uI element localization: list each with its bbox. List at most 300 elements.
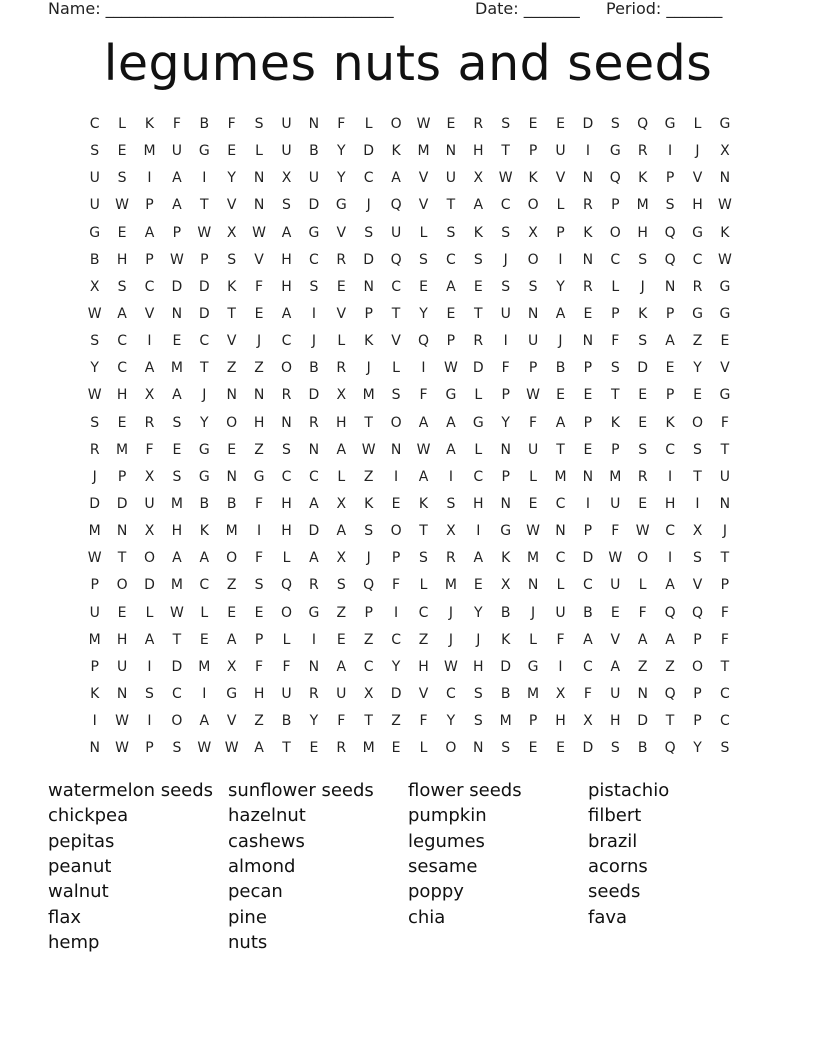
- grid-row: [81, 627, 741, 654]
- grid-letter: N: [390, 441, 402, 458]
- grid-letter: M: [609, 468, 622, 485]
- grid-letter: E: [720, 333, 730, 350]
- grid-letter: Y: [337, 143, 346, 160]
- grid-letter: Q: [691, 604, 703, 621]
- grid-letter: M: [170, 360, 183, 377]
- grid-letter: P: [693, 631, 702, 648]
- grid-letter: Z: [226, 360, 237, 377]
- grid-letter: V: [610, 631, 621, 648]
- grid-letter: M: [527, 685, 540, 702]
- grid-letter: E: [556, 387, 565, 404]
- grid-letter: M: [417, 143, 430, 160]
- grid-letter: Y: [474, 604, 483, 621]
- grid-letter: F: [611, 333, 620, 350]
- grid-letter: C: [500, 197, 511, 214]
- grid-letter: H: [473, 143, 484, 160]
- grid-letter: M: [88, 523, 101, 540]
- grid-letter: G: [500, 523, 512, 540]
- grid-letter: I: [668, 468, 673, 485]
- grid-letter: C: [445, 251, 456, 268]
- grid-letter: J: [503, 251, 508, 268]
- grid-letter: N: [253, 387, 265, 404]
- grid-letter: B: [500, 685, 511, 702]
- grid-letter: A: [172, 550, 182, 567]
- grid-letter: L: [337, 333, 346, 350]
- grid-letter: P: [391, 550, 401, 567]
- grid-letter: N: [637, 685, 648, 702]
- grid-letter: W: [608, 550, 623, 567]
- grid-letter: H: [171, 523, 183, 540]
- grid-letter: S: [254, 577, 264, 594]
- grid-letter: A: [610, 658, 621, 675]
- grid-letter: W: [361, 441, 376, 458]
- word-list-item: sunflower seeds: [228, 780, 374, 801]
- word-list-item: cashews: [228, 830, 305, 852]
- grid-row: [81, 518, 741, 545]
- grid-letter: Z: [226, 577, 237, 594]
- grid-letter: T: [611, 387, 620, 404]
- grid-letter: M: [143, 143, 156, 160]
- grid-letter: S: [501, 278, 511, 295]
- word-list-item: flax: [48, 906, 82, 928]
- grid-letter: S: [665, 197, 675, 214]
- grid-letter: R: [637, 468, 648, 485]
- grid-letter: C: [391, 631, 401, 648]
- grid-letter: C: [171, 685, 182, 702]
- name-field-label: Name: ____________________________________: [48, 0, 394, 18]
- grid-letter: A: [226, 631, 237, 648]
- grid-letter: Y: [227, 170, 236, 187]
- grid-letter: K: [199, 523, 209, 540]
- grid-letter: S: [364, 523, 374, 540]
- grid-letter: E: [227, 604, 237, 621]
- grid-letter: W: [224, 740, 239, 757]
- grid-letter: A: [473, 197, 484, 214]
- grid-letter: D: [582, 550, 594, 567]
- grid-letter: S: [610, 116, 620, 132]
- grid-letter: Z: [254, 360, 264, 377]
- grid-letter: J: [366, 197, 371, 214]
- grid-letter: B: [500, 604, 511, 621]
- grid-letter: N: [363, 278, 374, 295]
- grid-letter: Y: [693, 360, 702, 377]
- grid-letter: K: [720, 224, 730, 241]
- grid-letter: E: [638, 414, 648, 431]
- grid-letter: M: [554, 468, 567, 485]
- grid-letter: J: [531, 604, 536, 621]
- grid-letter: H: [281, 251, 292, 268]
- grid-letter: Z: [692, 333, 703, 350]
- grid-letter: V: [226, 197, 237, 214]
- grid-letter: X: [144, 468, 155, 485]
- grid-letter: A: [281, 224, 292, 241]
- grid-letter: P: [720, 577, 730, 594]
- grid-letter: C: [308, 251, 319, 268]
- word-list-item: fava: [588, 906, 628, 928]
- grid-letter: C: [665, 441, 675, 458]
- grid-letter: V: [226, 713, 237, 730]
- grid-letter: W: [115, 740, 129, 757]
- grid-letter: J: [366, 550, 371, 567]
- grid-letter: Y: [501, 414, 510, 431]
- grid-letter: T: [720, 658, 730, 675]
- grid-letter: L: [611, 278, 620, 295]
- grid-letter: S: [473, 251, 483, 268]
- grid-letter: U: [89, 197, 100, 214]
- grid-letter: F: [720, 414, 729, 431]
- grid-letter: X: [363, 685, 374, 702]
- grid-letter: D: [500, 658, 512, 675]
- grid-letter: A: [446, 414, 456, 431]
- grid-letter: W: [717, 251, 732, 268]
- grid-letter: V: [692, 577, 703, 594]
- grid-letter: O: [280, 360, 292, 377]
- grid-letter: N: [308, 116, 320, 132]
- grid-letter: W: [87, 550, 102, 567]
- grid-letter: B: [555, 360, 566, 377]
- grid-letter: R: [309, 414, 319, 431]
- grid-letter: F: [337, 713, 346, 730]
- grid-letter: H: [281, 278, 292, 295]
- grid-letter: O: [116, 577, 128, 594]
- word-list-item: poppy: [408, 881, 464, 903]
- grid-row: [81, 328, 741, 355]
- grid-letter: X: [144, 387, 155, 404]
- grid-letter: V: [336, 305, 347, 322]
- period-field-label: Period: _______: [606, 0, 723, 18]
- word-list-item: pistachio: [588, 780, 670, 801]
- grid-letter: K: [364, 495, 374, 512]
- grid-letter: K: [501, 550, 511, 567]
- grid-letter: S: [282, 197, 291, 214]
- grid-letter: Y: [693, 740, 702, 757]
- grid-letter: Q: [390, 251, 402, 268]
- grid-letter: G: [609, 143, 621, 160]
- grid-letter: C: [363, 658, 374, 675]
- grid-letter: F: [172, 116, 181, 132]
- grid-letter: O: [390, 523, 402, 540]
- grid-letter: Z: [254, 441, 264, 458]
- grid-letter: C: [719, 685, 730, 702]
- grid-letter: C: [89, 116, 100, 132]
- grid-letter: A: [172, 197, 182, 214]
- grid-letter: A: [555, 414, 566, 431]
- grid-letter: M: [444, 577, 457, 594]
- grid-letter: A: [391, 170, 401, 187]
- grid-letter: R: [473, 116, 484, 132]
- grid-letter: T: [720, 441, 730, 458]
- word-list-item: acorns: [588, 855, 648, 877]
- grid-letter: S: [172, 468, 182, 485]
- grid-letter: T: [446, 197, 456, 214]
- grid-letter: A: [281, 305, 292, 322]
- word-list-item: watermelon seeds: [48, 780, 214, 801]
- grid-letter: B: [583, 604, 593, 621]
- grid-letter: P: [611, 197, 620, 214]
- grid-letter: C: [555, 495, 566, 512]
- grid-letter: C: [555, 550, 566, 567]
- grid-letter: B: [199, 495, 210, 512]
- grid-row: [81, 247, 741, 274]
- grid-letter: U: [445, 170, 456, 187]
- grid-letter: V: [144, 305, 155, 322]
- grid-letter: E: [117, 414, 127, 431]
- grid-letter: S: [391, 387, 401, 404]
- grid-letter: S: [172, 740, 182, 757]
- grid-letter: I: [476, 523, 481, 540]
- grid-letter: N: [445, 143, 457, 160]
- grid-row: [81, 274, 741, 301]
- grid-row: [81, 220, 741, 247]
- grid-letter: P: [583, 523, 593, 540]
- grid-letter: F: [556, 631, 565, 648]
- grid-letter: F: [337, 116, 346, 132]
- grid-letter: X: [446, 523, 456, 540]
- grid-letter: H: [116, 631, 128, 648]
- grid-letter: O: [280, 604, 292, 621]
- grid-letter: F: [255, 278, 264, 295]
- grid-letter: C: [418, 604, 429, 621]
- puzzle-title: legumes nuts and seeds: [103, 35, 713, 92]
- grid-letter: S: [419, 251, 428, 268]
- grid-letter: R: [281, 387, 292, 404]
- grid-letter: E: [336, 631, 346, 648]
- grid-letter: H: [253, 414, 265, 431]
- grid-letter: E: [117, 604, 127, 621]
- grid-letter: I: [147, 713, 152, 730]
- grid-letter: U: [527, 441, 539, 458]
- grid-letter: G: [445, 387, 457, 404]
- grid-letter: U: [500, 305, 511, 322]
- grid-letter: P: [556, 224, 565, 241]
- grid-letter: P: [364, 604, 373, 621]
- grid-letter: S: [720, 740, 730, 757]
- grid-letter: I: [695, 495, 700, 512]
- grid-letter: D: [637, 360, 649, 377]
- grid-letter: O: [171, 713, 183, 730]
- grid-letter: W: [169, 604, 184, 621]
- grid-letter: Y: [309, 713, 319, 730]
- grid-letter: I: [202, 170, 207, 187]
- grid-letter: J: [722, 523, 727, 540]
- grid-letter: W: [87, 387, 102, 404]
- grid-letter: C: [117, 333, 127, 350]
- grid-letter: S: [419, 550, 428, 567]
- grid-letter: I: [92, 713, 97, 730]
- grid-letter: Y: [90, 360, 99, 377]
- grid-letter: D: [198, 278, 210, 295]
- grid-letter: S: [364, 224, 374, 241]
- grid-letter: K: [418, 495, 429, 512]
- grid-letter: G: [719, 305, 731, 322]
- grid-row: [81, 600, 741, 627]
- grid-letter: I: [147, 333, 152, 350]
- grid-letter: F: [145, 441, 154, 458]
- grid-letter: C: [692, 251, 703, 268]
- grid-letter: M: [116, 441, 129, 458]
- grid-letter: S: [528, 278, 538, 295]
- grid-letter: C: [582, 577, 593, 594]
- grid-letter: L: [145, 604, 154, 621]
- grid-letter: G: [308, 224, 320, 241]
- grid-letter: C: [391, 278, 401, 295]
- grid-letter: U: [89, 604, 100, 621]
- grid-letter: Q: [637, 116, 649, 132]
- word-list-item: walnut: [48, 881, 109, 903]
- grid-letter: L: [118, 116, 126, 132]
- grid-letter: D: [308, 523, 320, 540]
- grid-letter: G: [527, 658, 539, 675]
- grid-letter: H: [473, 658, 484, 675]
- grid-letter: M: [198, 658, 211, 675]
- grid-letter: S: [473, 713, 483, 730]
- grid-letter: A: [144, 631, 155, 648]
- grid-letter: P: [611, 305, 620, 322]
- grid-letter: H: [253, 685, 265, 702]
- grid-letter: R: [309, 577, 319, 594]
- grid-letter: C: [665, 523, 675, 540]
- grid-letter: D: [308, 197, 320, 214]
- grid-letter: B: [199, 116, 210, 132]
- grid-row: [81, 681, 741, 708]
- grid-letter: I: [202, 685, 207, 702]
- grid-letter: P: [90, 577, 99, 594]
- grid-letter: X: [500, 577, 511, 594]
- grid-letter: G: [719, 387, 731, 404]
- grid-letter: F: [720, 631, 729, 648]
- word-list-item: brazil: [588, 830, 638, 852]
- grid-letter: W: [717, 197, 732, 214]
- worksheet-header: [48, 0, 768, 21]
- word-list-item: chia: [408, 906, 446, 928]
- grid-letter: K: [638, 170, 648, 187]
- grid-letter: E: [583, 441, 593, 458]
- grid-letter: A: [446, 441, 456, 458]
- grid-letter: N: [582, 468, 594, 485]
- grid-letter: P: [446, 333, 456, 350]
- grid-letter: W: [197, 740, 212, 757]
- grid-letter: T: [200, 197, 209, 214]
- grid-row: [81, 437, 741, 464]
- grid-letter: A: [418, 414, 429, 431]
- grid-letter: L: [529, 468, 537, 485]
- word-list-item: chickpea: [48, 805, 129, 827]
- grid-row: [81, 735, 741, 762]
- grid-letter: A: [555, 305, 566, 322]
- grid-letter: G: [472, 414, 484, 431]
- word-list-item: filbert: [588, 805, 642, 827]
- grid-letter: D: [171, 658, 183, 675]
- grid-letter: L: [419, 740, 428, 757]
- grid-letter: V: [418, 197, 429, 214]
- grid-letter: O: [143, 550, 155, 567]
- grid-letter: A: [144, 224, 155, 241]
- word-list-item: flower seeds: [408, 780, 522, 801]
- grid-letter: P: [665, 305, 675, 322]
- grid-letter: A: [418, 468, 429, 485]
- grid-letter: P: [528, 713, 538, 730]
- grid-letter: R: [309, 685, 319, 702]
- grid-letter: O: [445, 740, 457, 757]
- grid-letter: K: [583, 224, 593, 241]
- grid-row: [81, 464, 741, 491]
- grid-letter: T: [227, 305, 236, 322]
- grid-letter: E: [227, 441, 237, 458]
- grid-letter: A: [117, 305, 127, 322]
- grid-letter: F: [255, 658, 264, 675]
- grid-row: [81, 355, 741, 382]
- grid-letter: Q: [664, 740, 676, 757]
- grid-letter: L: [693, 116, 702, 132]
- word-list-item: almond: [228, 855, 296, 877]
- grid-letter: U: [390, 224, 402, 241]
- word-list-item: hemp: [48, 931, 100, 953]
- grid-letter: A: [254, 740, 264, 757]
- grid-letter: E: [254, 305, 264, 322]
- grid-letter: P: [90, 658, 99, 675]
- grid-letter: B: [309, 143, 319, 160]
- grid-letter: F: [282, 658, 291, 675]
- grid-letter: O: [527, 251, 539, 268]
- grid-letter: S: [693, 441, 702, 458]
- grid-letter: E: [583, 305, 593, 322]
- grid-letter: E: [665, 360, 675, 377]
- grid-letter: V: [418, 685, 429, 702]
- grid-letter: W: [87, 305, 102, 322]
- grid-letter: O: [226, 550, 238, 567]
- grid-letter: C: [473, 468, 484, 485]
- grid-letter: U: [555, 143, 566, 160]
- grid-letter: E: [638, 387, 648, 404]
- grid-letter: L: [200, 604, 209, 621]
- grid-letter: U: [610, 685, 621, 702]
- grid-letter: X: [281, 170, 292, 187]
- grid-letter: T: [282, 740, 291, 757]
- grid-letter: U: [281, 116, 292, 132]
- grid-letter: H: [116, 387, 128, 404]
- grid-letter: M: [636, 197, 649, 214]
- grid-letter: A: [473, 550, 484, 567]
- grid-letter: M: [362, 387, 375, 404]
- grid-letter: A: [309, 495, 319, 512]
- grid-letter: D: [144, 577, 155, 594]
- grid-letter: S: [90, 414, 100, 431]
- grid-letter: P: [528, 143, 538, 160]
- grid-letter: D: [198, 305, 210, 322]
- grid-letter: E: [446, 305, 456, 322]
- grid-letter: V: [692, 170, 703, 187]
- grid-letter: U: [89, 170, 100, 187]
- grid-letter: J: [558, 333, 563, 350]
- grid-letter: C: [363, 170, 374, 187]
- grid-letter: B: [226, 495, 237, 512]
- grid-letter: N: [582, 170, 594, 187]
- grid-letter: H: [610, 713, 621, 730]
- grid-letter: Z: [363, 631, 374, 648]
- grid-letter: A: [199, 550, 210, 567]
- grid-letter: P: [364, 305, 373, 322]
- grid-letter: S: [501, 116, 511, 132]
- grid-letter: R: [89, 441, 100, 458]
- grid-letter: N: [719, 495, 731, 512]
- grid-letter: S: [282, 441, 291, 458]
- grid-row: [81, 545, 741, 572]
- grid-letter: T: [391, 305, 401, 322]
- grid-letter: Z: [665, 658, 675, 675]
- grid-letter: W: [526, 523, 540, 540]
- grid-letter: O: [637, 550, 649, 567]
- grid-letter: S: [309, 278, 319, 295]
